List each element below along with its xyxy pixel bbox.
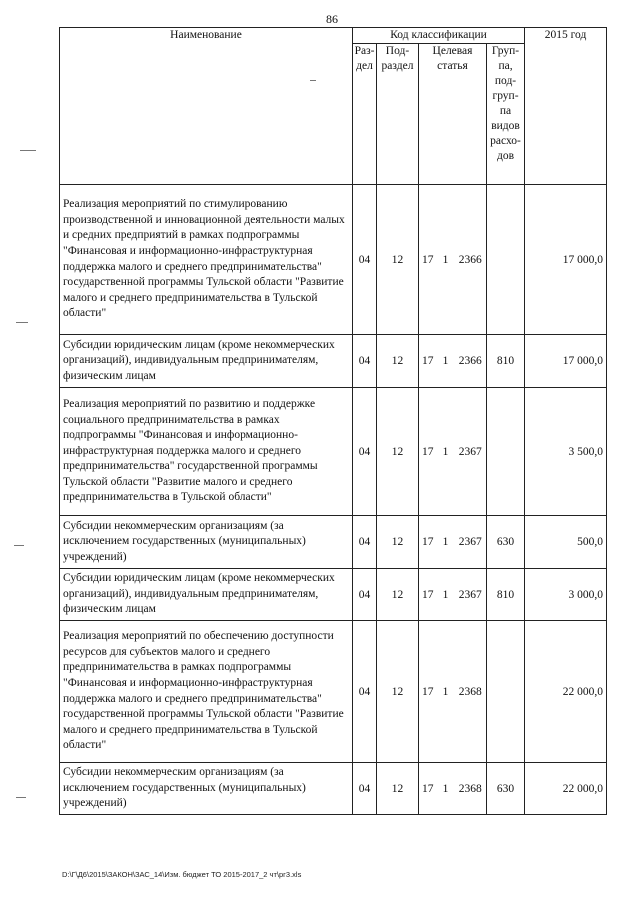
row-name-cell: Субсидии некоммерческим организациям (за исключением государственных (муниципальных) учреждений)	[60, 516, 353, 569]
row-amount-cell: 17 000,0	[525, 185, 607, 335]
row-section-cell: 04	[353, 763, 377, 815]
page-number: 86	[326, 12, 338, 26]
row-amount-cell: 3 500,0	[525, 388, 607, 516]
column-header-name: Наименование	[60, 28, 353, 185]
row-amount-cell: 3 000,0	[525, 569, 607, 621]
row-direction-code-cell: 2367	[455, 388, 487, 516]
row-subsection-cell: 12	[377, 763, 419, 815]
row-direction-code-cell: 2368	[455, 763, 487, 815]
row-expense-type-cell	[487, 388, 525, 516]
row-program-code-cell: 17	[419, 335, 437, 388]
column-header-classification: Код классификации	[353, 28, 525, 44]
row-subsection-cell: 12	[377, 516, 419, 569]
row-subprogram-code-cell: 1	[437, 388, 455, 516]
row-section-cell: 04	[353, 569, 377, 621]
budget-table	[59, 27, 607, 815]
row-expense-type-cell: 630	[487, 516, 525, 569]
row-subsection-cell: 12	[377, 569, 419, 621]
row-amount-cell: 500,0	[525, 516, 607, 569]
column-header-expense-group: Груп- па, под- груп- па видов расхо- дов	[487, 44, 525, 185]
row-subsection-cell: 12	[377, 335, 419, 388]
row-direction-code-cell: 2367	[455, 569, 487, 621]
row-amount-cell: 22 000,0	[525, 621, 607, 763]
row-subprogram-code-cell: 1	[437, 185, 455, 335]
column-header-subsection: Под- раздел	[377, 44, 419, 185]
row-subsection-cell: 12	[377, 621, 419, 763]
row-direction-code-cell: 2366	[455, 335, 487, 388]
column-header-year: 2015 год	[525, 28, 607, 185]
file-path-footer: D:\Г\Д6\2015\ЗАКОН\ЗАС_14\Изм. бюджет ТО 2015-2017_2 чт\рг3.xls	[62, 870, 302, 879]
row-section-cell: 04	[353, 335, 377, 388]
row-direction-code-cell: 2368	[455, 621, 487, 763]
row-expense-type-cell	[487, 621, 525, 763]
table-row	[60, 516, 607, 569]
row-program-code-cell: 17	[419, 569, 437, 621]
row-expense-type-cell: 630	[487, 763, 525, 815]
row-program-code-cell: 17	[419, 621, 437, 763]
table-row	[60, 335, 607, 388]
row-direction-code-cell: 2366	[455, 185, 487, 335]
row-program-code-cell: 17	[419, 763, 437, 815]
scan-mark	[14, 545, 24, 546]
scan-mark	[16, 322, 28, 323]
row-expense-type-cell: 810	[487, 569, 525, 621]
row-subprogram-code-cell: 1	[437, 516, 455, 569]
row-subprogram-code-cell: 1	[437, 569, 455, 621]
row-name-cell: Субсидии юридическим лицам (кроме некоммерческих организаций), индивидуальным предпринимателям, физическим лицам	[60, 569, 353, 621]
table-row	[60, 185, 607, 335]
row-name-cell: Субсидии некоммерческим организациям (за исключением государственных (муниципальных) учреждений)	[60, 763, 353, 815]
scan-mark	[20, 150, 36, 151]
row-name-cell: Реализация мероприятий по обеспечению доступности ресурсов для субъектов малого и среднего предпринимательства в рамках подпрограммы "Финансовая и информационно-инфраструктурная поддержка малого и среднего предпринимательства" государственной программы Тульской области "Развитие малого и среднего предпринимательства в Тульской области"	[60, 621, 353, 763]
row-section-cell: 04	[353, 185, 377, 335]
row-program-code-cell: 17	[419, 185, 437, 335]
row-name-cell: Субсидии юридическим лицам (кроме некоммерческих организаций), индивидуальным предпринимателям, физическим лицам	[60, 335, 353, 388]
row-expense-type-cell: 810	[487, 335, 525, 388]
row-subsection-cell: 12	[377, 388, 419, 516]
row-section-cell: 04	[353, 516, 377, 569]
table-row	[60, 621, 607, 763]
row-name-cell: Реализация мероприятий по развитию и поддержке социального предпринимательства в рамках подпрограммы "Финансовая и информационно-инфраструктурная поддержка малого и среднего предпринимательства" государственной программы Тульской области "Развитие малого и среднего предпринимательства в Тульской области"	[60, 388, 353, 516]
row-amount-cell: 22 000,0	[525, 763, 607, 815]
row-program-code-cell: 17	[419, 516, 437, 569]
scan-mark	[310, 80, 316, 81]
table-row	[60, 388, 607, 516]
column-header-section: Раз- дел	[353, 44, 377, 185]
row-subprogram-code-cell: 1	[437, 335, 455, 388]
row-section-cell: 04	[353, 621, 377, 763]
table-row	[60, 569, 607, 621]
row-expense-type-cell	[487, 185, 525, 335]
column-header-target-article: Целевая статья	[419, 44, 487, 185]
row-section-cell: 04	[353, 388, 377, 516]
scan-mark	[16, 797, 26, 798]
row-program-code-cell: 17	[419, 388, 437, 516]
row-amount-cell: 17 000,0	[525, 335, 607, 388]
row-subsection-cell: 12	[377, 185, 419, 335]
row-subprogram-code-cell: 1	[437, 621, 455, 763]
row-name-cell: Реализация мероприятий по стимулированию производственной и инновационной деятельности малых и средних предприятий в рамках подпрограммы "Финансовая и информационно-инфраструктурная поддержка малого и среднего предпринимательства" государственной программы Тульской области "Развитие малого и среднего предпринимательства в Тульской области"	[60, 185, 353, 335]
row-direction-code-cell: 2367	[455, 516, 487, 569]
row-subprogram-code-cell: 1	[437, 763, 455, 815]
table-row	[60, 763, 607, 815]
